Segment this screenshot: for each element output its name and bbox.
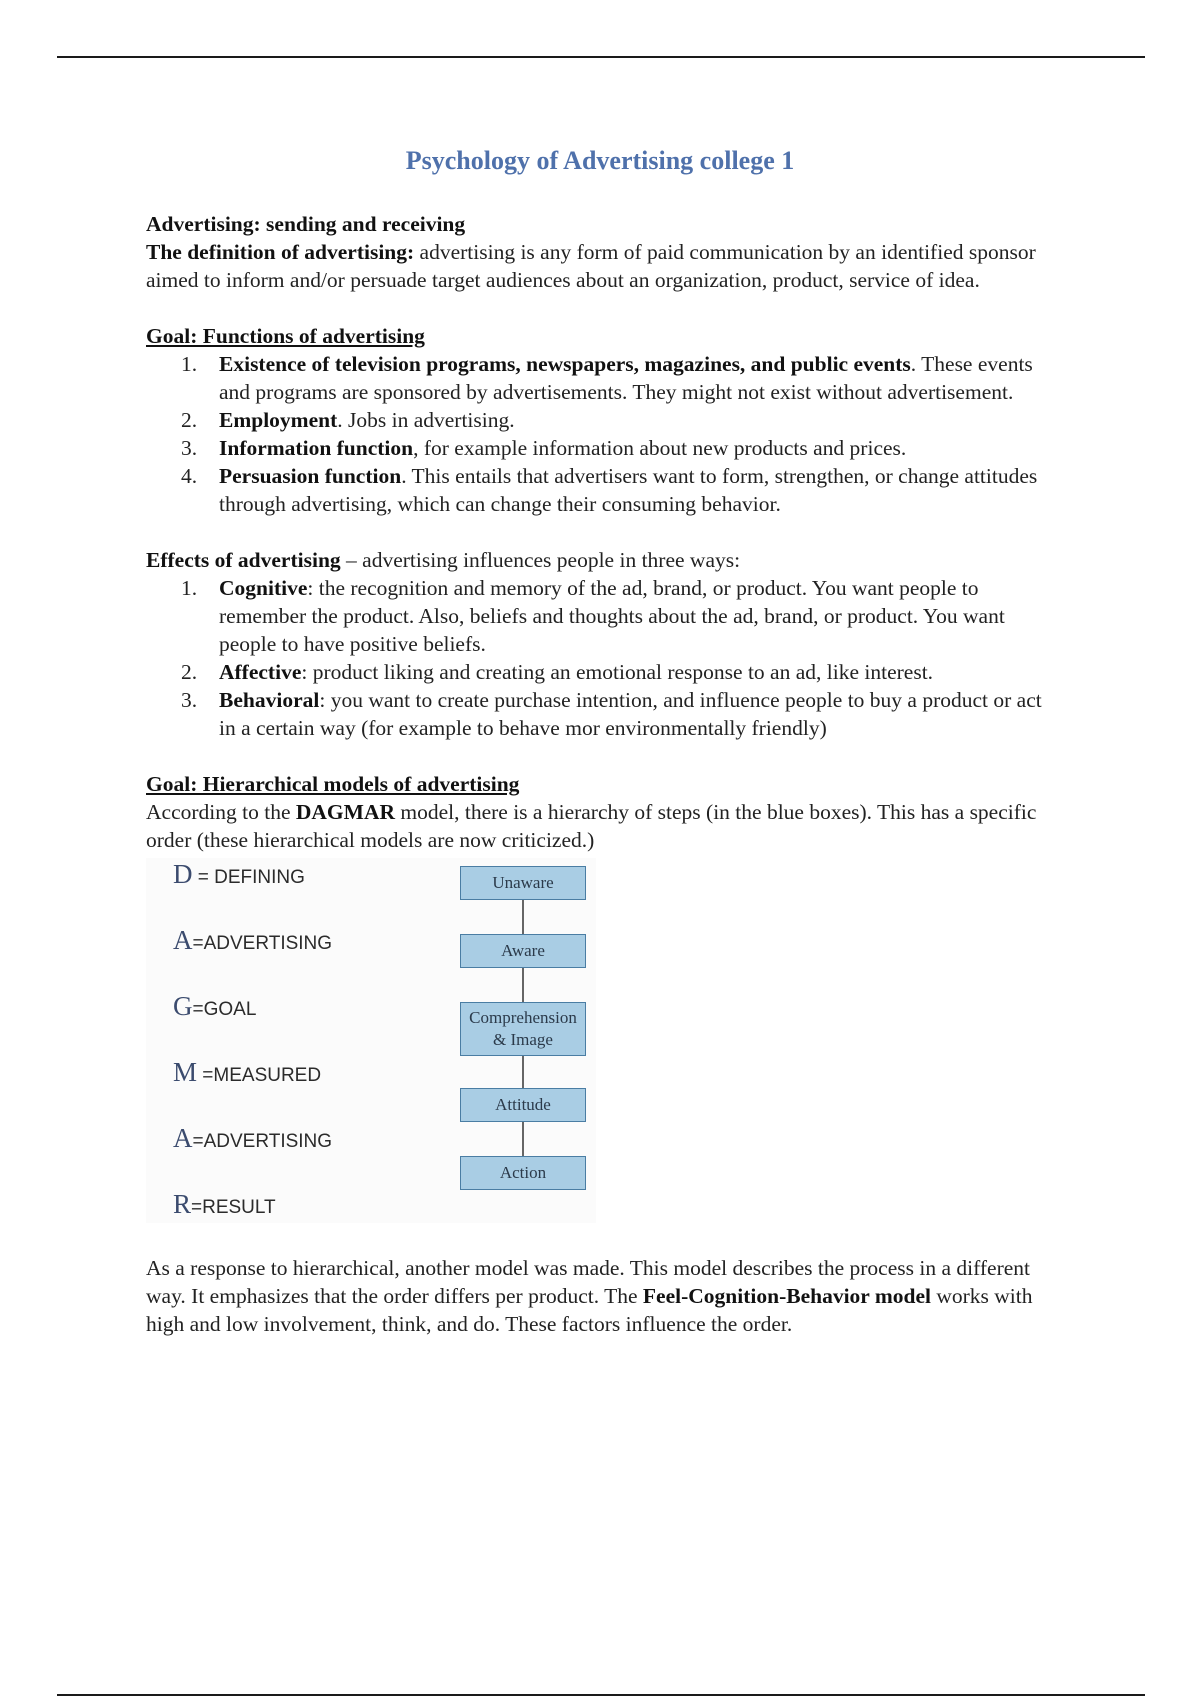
functions-heading: Goal: Functions of advertising bbox=[146, 324, 425, 348]
list-item: 1. Existence of television programs, newspapers, magazines, and public events. These events and programs are sponsored by advertisements. They might not exist without advertisement. bbox=[181, 352, 1033, 404]
definition-text: advertising is any form of paid communication by an identified sponsor aimed to inform and/or persuade target audiences about an organization, product, service of idea. bbox=[146, 240, 1036, 292]
top-rule bbox=[57, 56, 1145, 58]
intro-heading: Advertising: sending and receiving bbox=[146, 212, 466, 236]
list-item: 3. Information function, for example information about new products and prices. bbox=[181, 436, 907, 460]
step-connector bbox=[522, 968, 524, 1002]
effects-label: Effects of advertising bbox=[146, 548, 341, 572]
step-box-aware: Aware bbox=[460, 934, 586, 968]
effects-list bbox=[146, 574, 1061, 742]
acronym-row: A=ADVERTISING bbox=[173, 925, 333, 955]
step-connector bbox=[522, 1056, 524, 1088]
definition-label: The definition of advertising: bbox=[146, 240, 415, 264]
list-item: 2. Employment. Jobs in advertising. bbox=[181, 408, 515, 432]
list-item: 1. Cognitive: the recognition and memory of the ad, brand, or product. You want people to remember the product. Also, beliefs and thoughts about the ad, brand, or product. You want people to have positive beliefs. bbox=[181, 576, 1005, 656]
step-connector bbox=[522, 900, 524, 934]
acronym-row: D = DEFINING bbox=[173, 859, 305, 889]
step-box-action: Action bbox=[460, 1156, 586, 1190]
page-title: Psychology of Advertising college 1 bbox=[405, 146, 795, 175]
hierarchical-paragraph: According to the DAGMAR model, there is a hierarchy of steps (in the blue boxes). This has a specific order (these hierarchical models are now criticized.) bbox=[146, 800, 1037, 852]
list-item: 2. Affective: product liking and creating an emotional response to an ad, like interest. bbox=[181, 660, 934, 684]
closing-paragraph: As a response to hierarchical, another model was made. This model describes the process in a different way. It emphasizes that the order differs per product. The Feel-Cognition-Behavior model works with high and low involvement, think, and do. These factors influence the order. bbox=[146, 1256, 1033, 1336]
step-box-unaware: Unaware bbox=[460, 866, 586, 900]
dagmar-figure bbox=[146, 858, 1061, 1228]
acronym-row: G=GOAL bbox=[173, 991, 257, 1021]
functions-list bbox=[146, 350, 1061, 518]
list-item: 4. Persuasion function. This entails that advertisers want to form, strengthen, or change attitudes through advertising, which can change their consuming behavior. bbox=[181, 464, 1038, 516]
definition-paragraph bbox=[146, 238, 1061, 294]
document-body bbox=[146, 210, 1061, 1338]
acronym-row: A=ADVERTISING bbox=[173, 1123, 333, 1153]
step-box-attitude: Attitude bbox=[460, 1088, 586, 1122]
step-box-comprehension: Comprehension & Image bbox=[460, 1002, 586, 1056]
effects-intro: Effects of advertising – advertising influences people in three ways: bbox=[146, 548, 741, 572]
bottom-rule bbox=[57, 1694, 1145, 1696]
acronym-row: M =MEASURED bbox=[173, 1057, 322, 1087]
list-item: 3. Behavioral: you want to create purchase intention, and influence people to buy a product or act in a certain way (for example to behave mor environmentally friendly) bbox=[181, 688, 1042, 740]
acronym-row: R=RESULT bbox=[173, 1189, 276, 1219]
step-connector bbox=[522, 1122, 524, 1156]
hierarchical-heading: Goal: Hierarchical models of advertising bbox=[146, 772, 520, 796]
